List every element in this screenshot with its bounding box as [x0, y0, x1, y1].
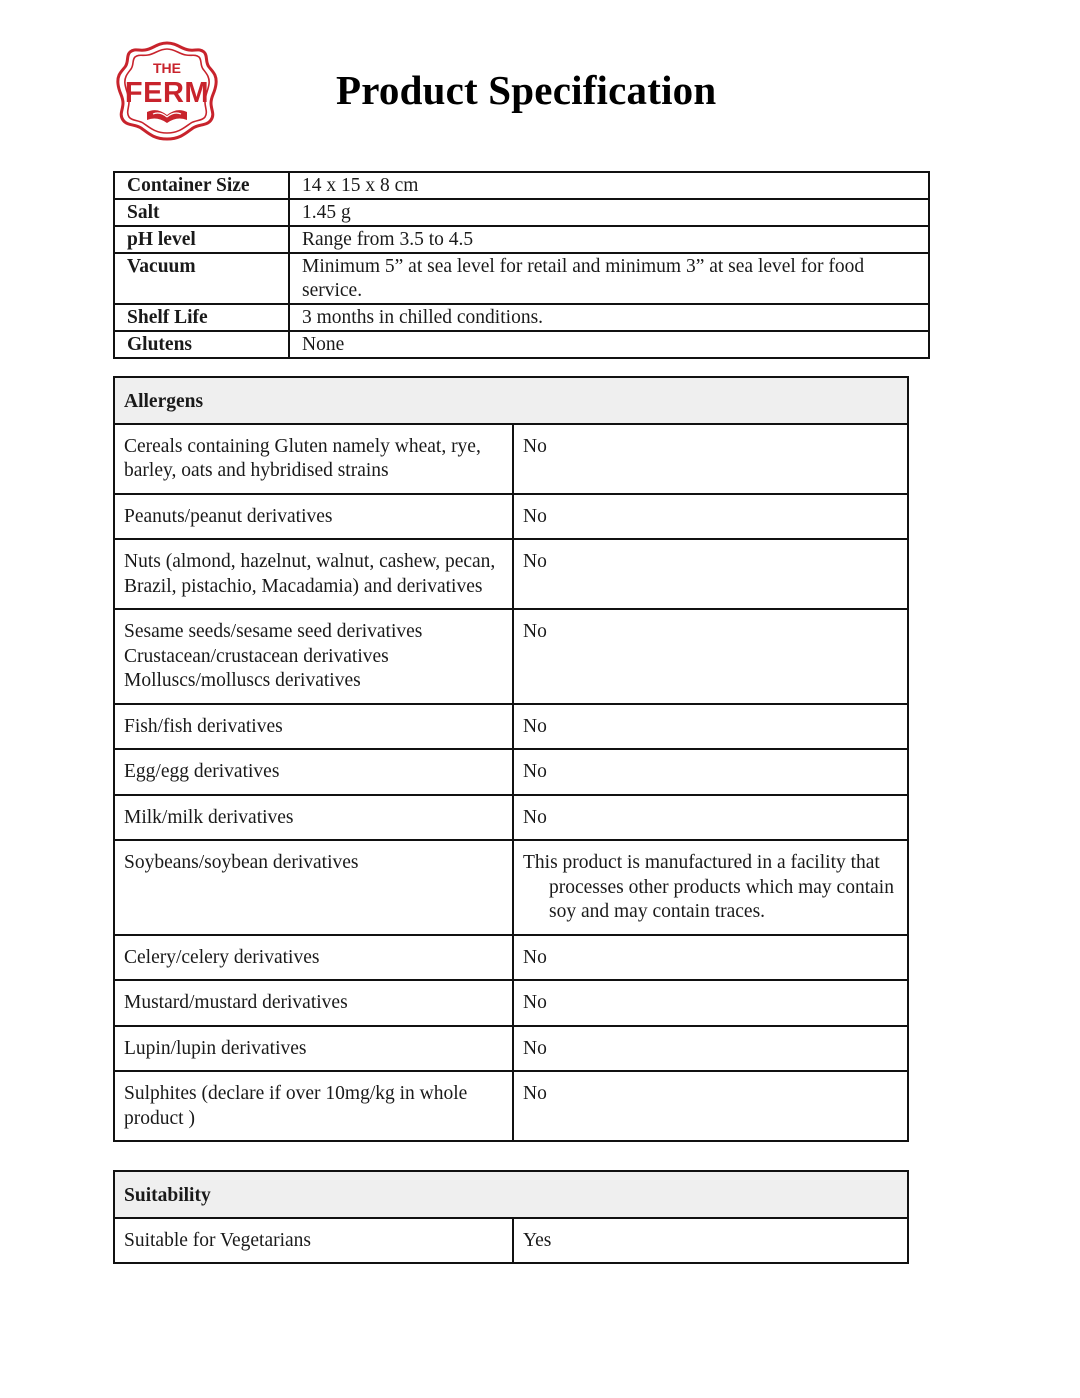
- table-row: [114, 1026, 908, 1072]
- allergen-value: No: [513, 424, 908, 494]
- allergen-value: No: [513, 609, 908, 704]
- allergen-item: Sulphites (declare if over 10mg/kg in whole product ): [114, 1071, 513, 1141]
- allergen-item: Nuts (almond, hazelnut, walnut, cashew, pecan, Brazil, pistachio, Macadamia) and derivatives: [114, 539, 513, 609]
- the-ferm-logo: [113, 40, 221, 142]
- logo-ferm-text: FERM: [124, 77, 210, 109]
- allergen-item: Soybeans/soybean derivatives: [114, 840, 513, 935]
- allergen-item: [114, 609, 513, 704]
- table-row: [114, 840, 908, 935]
- logo-emblem-icon: [113, 40, 221, 142]
- spec-row: [114, 226, 929, 253]
- spec-label: Vacuum: [114, 253, 289, 304]
- allergen-item: Cereals containing Gluten namely wheat, rye, barley, oats and hybridised strains: [114, 424, 513, 494]
- allergen-item-line: Sesame seeds/sesame seed derivatives: [124, 621, 423, 642]
- allergen-value: No: [513, 704, 908, 750]
- spec-label: Glutens: [114, 331, 289, 358]
- table-row: [114, 1218, 908, 1264]
- allergen-item-line: Molluscs/molluscs derivatives: [124, 670, 361, 691]
- allergen-value: No: [513, 494, 908, 540]
- suitability-table: [113, 1170, 909, 1264]
- allergens-table: [113, 376, 909, 1142]
- table-row: [114, 704, 908, 750]
- spec-value: Range from 3.5 to 4.5: [289, 226, 929, 253]
- allergen-item: Egg/egg derivatives: [114, 749, 513, 795]
- suitability-value: Yes: [513, 1218, 908, 1264]
- table-row: [114, 609, 908, 704]
- spec-row: [114, 199, 929, 226]
- spec-label: Salt: [114, 199, 289, 226]
- logo-the-text: THE: [153, 60, 181, 76]
- spec-value: 14 x 15 x 8 cm: [289, 172, 929, 199]
- allergens-heading: Allergens: [114, 377, 908, 424]
- allergen-item: Mustard/mustard derivatives: [114, 980, 513, 1026]
- allergen-item: Peanuts/peanut derivatives: [114, 494, 513, 540]
- allergen-value: No: [513, 1071, 908, 1141]
- suitability-heading: Suitability: [114, 1171, 908, 1218]
- table-row: [114, 980, 908, 1026]
- allergen-item: Lupin/lupin derivatives: [114, 1026, 513, 1072]
- allergen-item-line: Crustacean/crustacean derivatives: [124, 645, 389, 667]
- spec-row: [114, 331, 929, 358]
- page-title: Product Specification: [336, 67, 717, 113]
- table-row: [114, 1071, 908, 1141]
- table-row: [114, 539, 908, 609]
- table-row: [114, 424, 908, 494]
- spec-value: None: [289, 331, 929, 358]
- allergen-item: Milk/milk derivatives: [114, 795, 513, 841]
- spec-value: 3 months in chilled conditions.: [289, 304, 929, 331]
- spec-row: [114, 253, 929, 304]
- spec-label: pH level: [114, 226, 289, 253]
- specification-table: [113, 171, 930, 359]
- spec-value: Minimum 5” at sea level for retail and minimum 3” at sea level for food service.: [289, 253, 929, 304]
- spec-label: Container Size: [114, 172, 289, 199]
- allergen-item: Fish/fish derivatives: [114, 704, 513, 750]
- allergen-value: No: [513, 1026, 908, 1072]
- spec-row: [114, 172, 929, 199]
- allergen-value: No: [513, 539, 908, 609]
- spec-label: Shelf Life: [114, 304, 289, 331]
- suitability-item: Suitable for Vegetarians: [114, 1218, 513, 1264]
- allergen-value: No: [513, 935, 908, 981]
- table-row: [114, 494, 908, 540]
- allergen-value: No: [513, 795, 908, 841]
- table-row: [114, 749, 908, 795]
- table-row: [114, 795, 908, 841]
- allergen-value: No: [513, 749, 908, 795]
- allergen-value: [513, 840, 908, 935]
- soy-facility-note: This product is manufactured in a facility that processes other products which may contain soy and may contain traces.: [523, 852, 894, 922]
- allergen-item: Celery/celery derivatives: [114, 935, 513, 981]
- table-row: [114, 935, 908, 981]
- spec-value: 1.45 g: [289, 199, 929, 226]
- spec-row: [114, 304, 929, 331]
- allergen-value: No: [513, 980, 908, 1026]
